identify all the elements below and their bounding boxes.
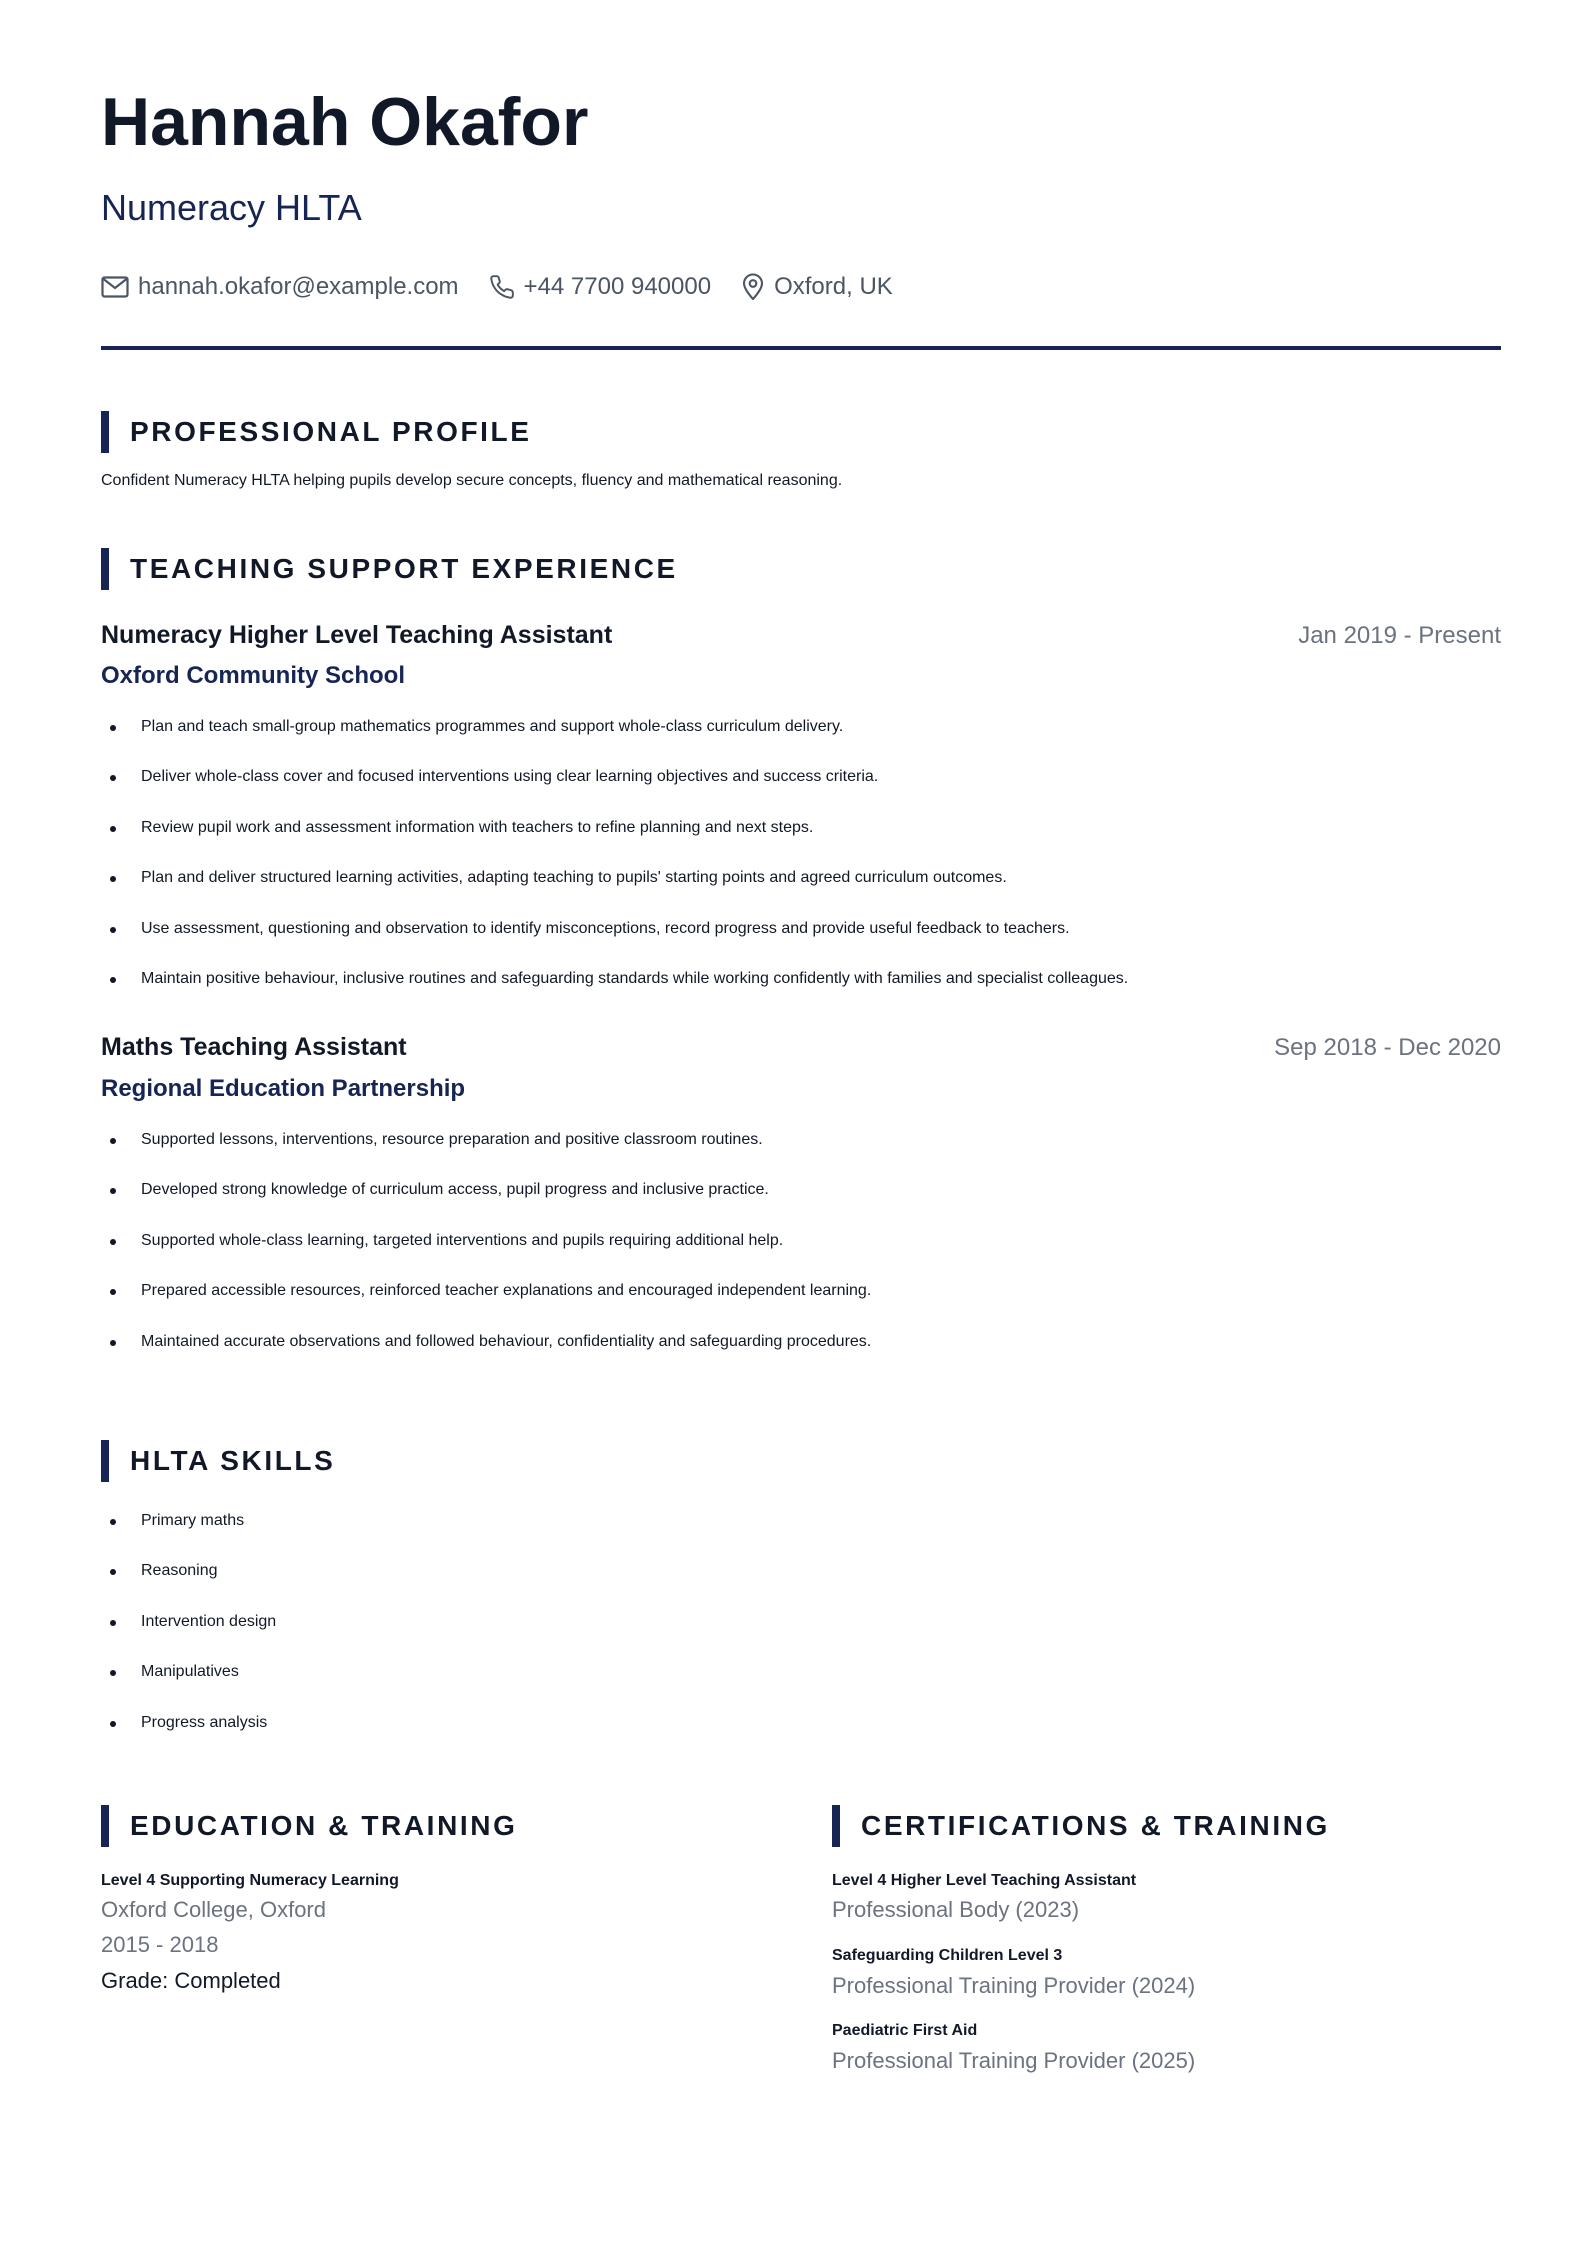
map-pin-icon [741,273,765,301]
job-bullet: Deliver whole-class cover and focused interventions using clear learning objectives and success criteria. [101,767,1128,817]
job-bullet: Plan and teach small-group mathematics programmes and support whole-class curriculum delivery. [101,717,1128,767]
location-text: Oxford, UK [774,273,893,300]
job-organisation: Regional Education Partnership [101,1075,466,1102]
skill-item: Intervention design [101,1612,276,1662]
job-bullet: Developed strong knowledge of curriculum access, pupil progress and inclusive practice. [101,1180,871,1230]
job-bullets [101,717,1128,1019]
job-bullet: Maintained accurate observations and followed behaviour, confidentiality and safeguarding procedures. [101,1332,871,1382]
phone-text: +44 7700 940000 [523,273,712,300]
certification-name: Level 4 Higher Level Teaching Assistant [832,1872,1137,1889]
certification-name: Paediatric First Aid [832,2022,978,2039]
contact-location [741,273,893,301]
certification-issuer: Professional Training Provider (2024) [832,1973,1196,1998]
job-title: Numeracy Higher Level Teaching Assistant [101,621,613,649]
job-bullet: Prepared accessible resources, reinforced teacher explanations and encouraged independent learning. [101,1281,871,1331]
job-bullet: Plan and deliver structured learning activities, adapting teaching to pupils' starting points and agreed curriculum outcomes. [101,868,1128,918]
header-divider [101,346,1501,350]
section-title-skills: HLTA SKILLS [101,1440,335,1482]
contact-email[interactable] [101,273,459,301]
candidate-headline: Numeracy HLTA [101,187,362,228]
job-title: Maths Teaching Assistant [101,1033,407,1061]
job-dates: Sep 2018 - Dec 2020 [1274,1034,1501,1061]
education-institution: Oxford College, Oxford [101,1897,326,1922]
skill-item: Progress analysis [101,1713,276,1763]
candidate-name: Hannah Okafor [101,84,589,160]
job-dates: Jan 2019 - Present [1298,622,1501,649]
education-grade: Grade: Completed [101,1968,281,1993]
certification-issuer: Professional Training Provider (2025) [832,2048,1196,2073]
education-years: 2015 - 2018 [101,1932,219,1957]
section-title-profile: PROFESSIONAL PROFILE [101,411,532,453]
skill-item: Manipulatives [101,1662,276,1712]
job-bullet: Supported lessons, interventions, resource preparation and positive classroom routines. [101,1130,871,1180]
certification-issuer: Professional Body (2023) [832,1897,1080,1922]
job-bullet: Supported whole-class learning, targeted interventions and pupils requiring additional help. [101,1231,871,1281]
section-title-education: EDUCATION & TRAINING [101,1805,517,1847]
phone-icon [489,274,515,300]
skill-item: Reasoning [101,1561,276,1611]
section-title-experience: TEACHING SUPPORT EXPERIENCE [101,548,678,590]
job-bullet: Review pupil work and assessment information with teachers to refine planning and next steps. [101,818,1128,868]
job-bullets [101,1130,871,1382]
contact-phone[interactable] [489,273,712,301]
job-bullet: Maintain positive behaviour, inclusive routines and safeguarding standards while working confidently with families and specialist colleagues. [101,969,1128,1019]
education-qualification: Level 4 Supporting Numeracy Learning [101,1872,399,1889]
skills-list [101,1511,276,1763]
contact-row [101,273,923,301]
envelope-icon [101,276,129,298]
email-text: hannah.okafor@example.com [138,273,459,300]
profile-summary: Confident Numeracy HLTA helping pupils develop secure concepts, fluency and mathematical reasoning. [101,472,843,489]
job-organisation: Oxford Community School [101,662,406,689]
job-bullet: Use assessment, questioning and observation to identify misconceptions, record progress and provide useful feedback to teachers. [101,919,1128,969]
certification-name: Safeguarding Children Level 3 [832,1947,1063,1964]
section-title-certifications: CERTIFICATIONS & TRAINING [832,1805,1330,1847]
skill-item: Primary maths [101,1511,276,1561]
